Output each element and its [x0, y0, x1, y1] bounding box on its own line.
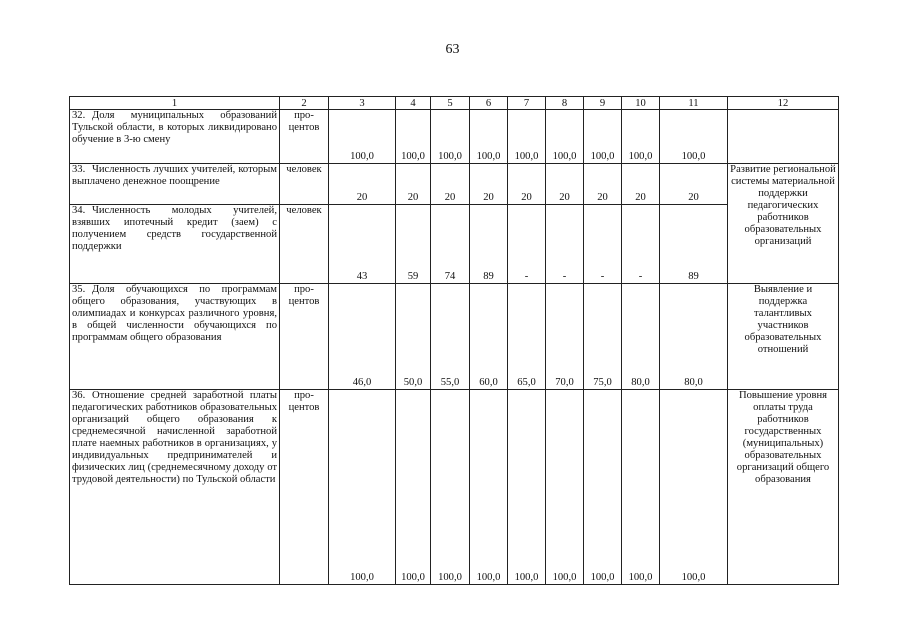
row-number: 32.: [72, 110, 86, 121]
header-cell: 8: [546, 97, 584, 110]
header-cell: 9: [584, 97, 622, 110]
indicator-name: Доля муниципальных образований Тульской области, в которых ликвидировано обучение в 3-ю смену: [72, 110, 277, 145]
value-cell: -: [546, 205, 584, 284]
value-cell: 100,0: [470, 110, 508, 164]
value-cell: 20: [508, 164, 546, 205]
indicator-name-cell: [70, 390, 280, 585]
value-cell: 100,0: [584, 390, 622, 585]
value-cell: -: [622, 205, 660, 284]
value-cell: 55,0: [431, 284, 470, 390]
header-cell: 1: [70, 97, 280, 110]
unit-cell: про-центов: [280, 390, 329, 585]
unit-cell: человек: [280, 205, 329, 284]
value-cell: 100,0: [431, 110, 470, 164]
header-cell: 6: [470, 97, 508, 110]
value-cell: 60,0: [470, 284, 508, 390]
goal-cell: Повышение уровня оплаты труда работников государственных (муниципальных) образовательных организаций общего образования: [728, 390, 839, 585]
value-cell: 20: [546, 164, 584, 205]
value-cell: 100,0: [431, 390, 470, 585]
value-cell: 50,0: [396, 284, 431, 390]
value-cell: 74: [431, 205, 470, 284]
goal-cell: Развитие региональной системы материальной поддержки педагогических работников образовательных организаций: [728, 164, 839, 284]
value-cell: 20: [622, 164, 660, 205]
indicator-name-cell: [70, 110, 280, 164]
header-cell: 12: [728, 97, 839, 110]
header-cell: 11: [660, 97, 728, 110]
value-cell: 59: [396, 205, 431, 284]
value-cell: -: [584, 205, 622, 284]
value-cell: 65,0: [508, 284, 546, 390]
header-cell: 10: [622, 97, 660, 110]
unit-cell: про-центов: [280, 110, 329, 164]
unit-cell: человек: [280, 164, 329, 205]
header-cell: 5: [431, 97, 470, 110]
header-cell: 4: [396, 97, 431, 110]
value-cell: 89: [660, 205, 728, 284]
header-cell: 2: [280, 97, 329, 110]
table-row: [70, 164, 839, 205]
value-cell: 100,0: [584, 110, 622, 164]
header-cell: 3: [329, 97, 396, 110]
value-cell: 100,0: [660, 110, 728, 164]
value-cell: 75,0: [584, 284, 622, 390]
table-row: [70, 110, 839, 164]
value-cell: 43: [329, 205, 396, 284]
value-cell: 20: [660, 164, 728, 205]
value-cell: 20: [329, 164, 396, 205]
value-cell: 100,0: [508, 390, 546, 585]
value-cell: 80,0: [660, 284, 728, 390]
goal-cell: Выявление и поддержка талантливых участников образовательных отношений: [728, 284, 839, 390]
indicator-name: Численность лучших учителей, которым выплачено денежное поощрение: [72, 164, 277, 187]
row-number: 36.: [72, 390, 86, 401]
header-cell: 7: [508, 97, 546, 110]
value-cell: 100,0: [660, 390, 728, 585]
goal-cell: [728, 110, 839, 164]
indicator-name: Доля обучающихся по программам общего образования, участвующих в олимпиадах и конкурсах различного уровня, в общей численности обучающихся по программам общего образования: [72, 284, 277, 343]
value-cell: 100,0: [546, 110, 584, 164]
value-cell: 100,0: [546, 390, 584, 585]
value-cell: 100,0: [396, 390, 431, 585]
value-cell: 89: [470, 205, 508, 284]
indicator-name: Численность молодых учителей, взявших ипотечный кредит (заем) с получением средств государственной поддержки: [72, 205, 277, 252]
value-cell: 100,0: [470, 390, 508, 585]
value-cell: 80,0: [622, 284, 660, 390]
indicator-name-cell: [70, 164, 280, 205]
table-row: [70, 284, 839, 390]
value-cell: 100,0: [329, 110, 396, 164]
value-cell: 20: [396, 164, 431, 205]
indicator-name: Отношение средней заработной платы педагогических работников образовательных организаций общего образования к среднемесячной начисленной заработной плате наемных работников в организациях, у индивидуальных предпринимателей и физических лиц (среднемесячному доходу от трудовой деятельности) по Тульской области: [72, 390, 277, 485]
page-number: 63: [445, 42, 460, 57]
value-cell: -: [508, 205, 546, 284]
table-row: [70, 205, 839, 284]
indicator-name-cell: [70, 284, 280, 390]
value-cell: 70,0: [546, 284, 584, 390]
indicator-name-cell: [70, 205, 280, 284]
value-cell: 100,0: [622, 110, 660, 164]
value-cell: 100,0: [329, 390, 396, 585]
table-row: [70, 390, 839, 585]
unit-cell: про-центов: [280, 284, 329, 390]
value-cell: 20: [470, 164, 508, 205]
row-number: 33.: [72, 164, 86, 175]
value-cell: 100,0: [508, 110, 546, 164]
value-cell: 100,0: [622, 390, 660, 585]
row-number: 34.: [72, 205, 86, 216]
value-cell: 20: [584, 164, 622, 205]
indicator-table: [69, 96, 839, 585]
table-header-row: [70, 97, 839, 110]
value-cell: 46,0: [329, 284, 396, 390]
row-number: 35.: [72, 284, 86, 295]
value-cell: 100,0: [396, 110, 431, 164]
value-cell: 20: [431, 164, 470, 205]
